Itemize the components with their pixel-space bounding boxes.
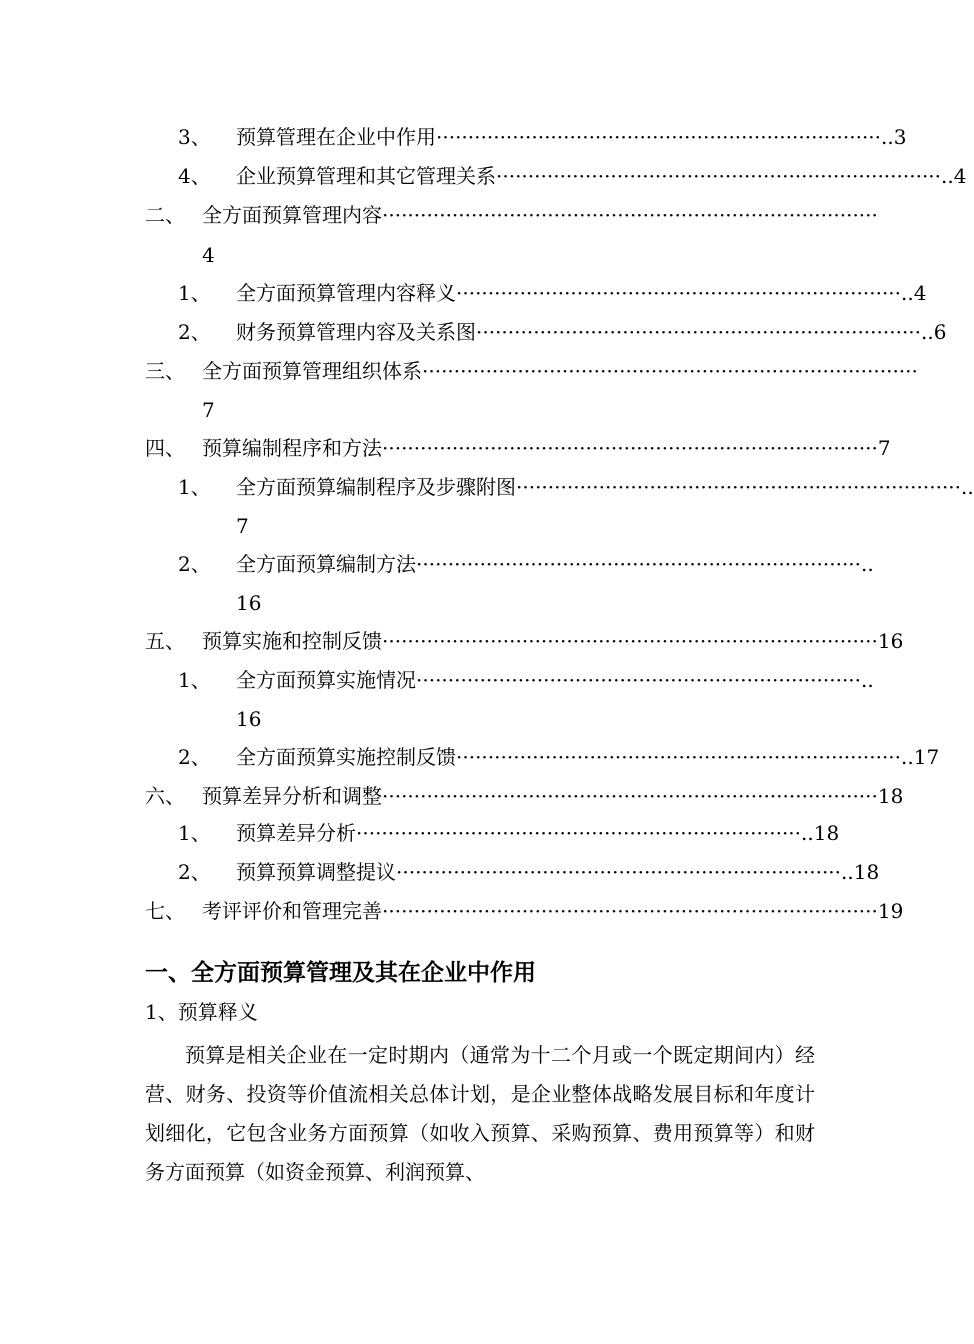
toc-number: 四、	[145, 436, 185, 460]
toc-entry	[145, 781, 904, 811]
toc-page: ..4	[941, 164, 967, 188]
toc-entry	[145, 896, 904, 926]
toc-page: ..6	[921, 320, 947, 344]
toc-page-continued: 16	[236, 707, 262, 731]
toc-entry	[178, 549, 874, 579]
toc-number: 1、	[178, 475, 211, 499]
toc-title: 预算实施和控制反馈	[202, 629, 382, 653]
toc-number: 2、	[178, 552, 211, 576]
toc-entry	[178, 278, 927, 308]
toc-page-continued: 7	[202, 398, 215, 422]
toc-page: ..18	[841, 860, 880, 884]
toc-entry	[178, 317, 947, 347]
toc-number: 4、	[178, 164, 211, 188]
toc-title: 预算差异分析	[236, 821, 356, 845]
toc-title: 预算差异分析和调整	[202, 784, 382, 808]
toc-leader: ······································································	[396, 860, 842, 884]
toc-leader: ······································································	[356, 821, 802, 845]
toc-title: 全方面预算实施情况	[236, 668, 416, 692]
section-heading: 一、全方面预算管理及其在企业中作用	[145, 960, 536, 986]
toc-entry	[178, 472, 974, 502]
toc-number: 五、	[145, 629, 185, 653]
toc-leader: ······································································	[456, 281, 902, 305]
toc-leader: ······································································	[416, 552, 862, 576]
toc-number: 三、	[145, 359, 185, 383]
toc-page: ..18	[801, 821, 840, 845]
toc-number: 七、	[145, 899, 185, 923]
toc-title: 财务预算管理内容及关系图	[236, 320, 476, 344]
toc-page: ..4	[901, 281, 927, 305]
sub-heading: 1、预算释义	[145, 1000, 258, 1024]
toc-title: 企业预算管理和其它管理关系	[236, 164, 496, 188]
toc-title: 全方面预算管理内容释义	[236, 281, 456, 305]
toc-page-continued: 7	[236, 514, 249, 538]
toc-page: 16	[877, 629, 904, 653]
toc-number: 1、	[178, 668, 211, 692]
toc-title: 全方面预算管理组织体系	[202, 359, 422, 383]
toc-leader: ··············································································	[382, 629, 878, 653]
toc-title: 预算编制程序和方法	[202, 436, 382, 460]
toc-title: 全方面预算编制程序及步骤附图	[236, 475, 516, 499]
toc-number: 1、	[178, 821, 211, 845]
toc-entry	[178, 665, 874, 695]
toc-entry	[145, 626, 904, 656]
body-paragraph: 预算是相关企业在一定时期内（通常为十二个月或一个既定期间内）经营、财务、投资等价值流相关总体计划，是企业整体战略发展目标和年度计划细化，它包含业务方面预算（如收入预算、采购预算、费用预算等）和财务方面预算（如资金预算、利润预算、	[145, 1043, 815, 1184]
toc-leader: ··············································································	[382, 784, 878, 808]
toc-page: 18	[877, 784, 904, 808]
toc-number: 2、	[178, 860, 211, 884]
toc-leader: ······································································	[416, 668, 862, 692]
toc-number: 2、	[178, 745, 211, 769]
toc-page: ..	[861, 668, 874, 692]
toc-entry	[178, 161, 967, 191]
toc-leader: ······································································	[496, 164, 942, 188]
toc-title: 全方面预算管理内容	[202, 203, 382, 227]
toc-entry	[145, 356, 918, 386]
toc-title: 全方面预算实施控制反馈	[236, 745, 456, 769]
toc-leader: ······································································	[476, 320, 922, 344]
toc-entry	[178, 857, 880, 887]
toc-page: ..3	[881, 125, 907, 149]
toc-title: 预算管理在企业中作用	[236, 125, 436, 149]
toc-entry	[178, 742, 940, 772]
toc-number: 1、	[178, 281, 211, 305]
toc-page: ..	[861, 552, 874, 576]
toc-entry	[145, 200, 878, 230]
toc-leader: ··············································································	[382, 436, 878, 460]
toc-number: 二、	[145, 203, 185, 227]
toc-number: 六、	[145, 784, 185, 808]
toc-entry	[178, 818, 840, 848]
toc-leader: ······································································	[436, 125, 882, 149]
toc-entry	[178, 122, 907, 152]
toc-leader: ······································································	[456, 745, 902, 769]
toc-page-continued: 4	[202, 243, 215, 267]
toc-page: 7	[877, 436, 891, 460]
toc-page: 19	[877, 899, 904, 923]
toc-leader: ··············································································	[382, 203, 878, 227]
toc-leader: ······································································	[516, 475, 962, 499]
toc-title: 预算预算调整提议	[236, 860, 396, 884]
toc-title: 考评评价和管理完善	[202, 899, 382, 923]
toc-entry	[145, 433, 891, 463]
toc-number: 3、	[178, 125, 211, 149]
toc-leader: ··············································································	[382, 899, 878, 923]
toc-page-continued: 16	[236, 591, 262, 615]
toc-page: ..	[961, 475, 974, 499]
toc-page: ..17	[901, 745, 940, 769]
toc-number: 2、	[178, 320, 211, 344]
toc-title: 全方面预算编制方法	[236, 552, 416, 576]
toc-leader: ··············································································	[422, 359, 918, 383]
